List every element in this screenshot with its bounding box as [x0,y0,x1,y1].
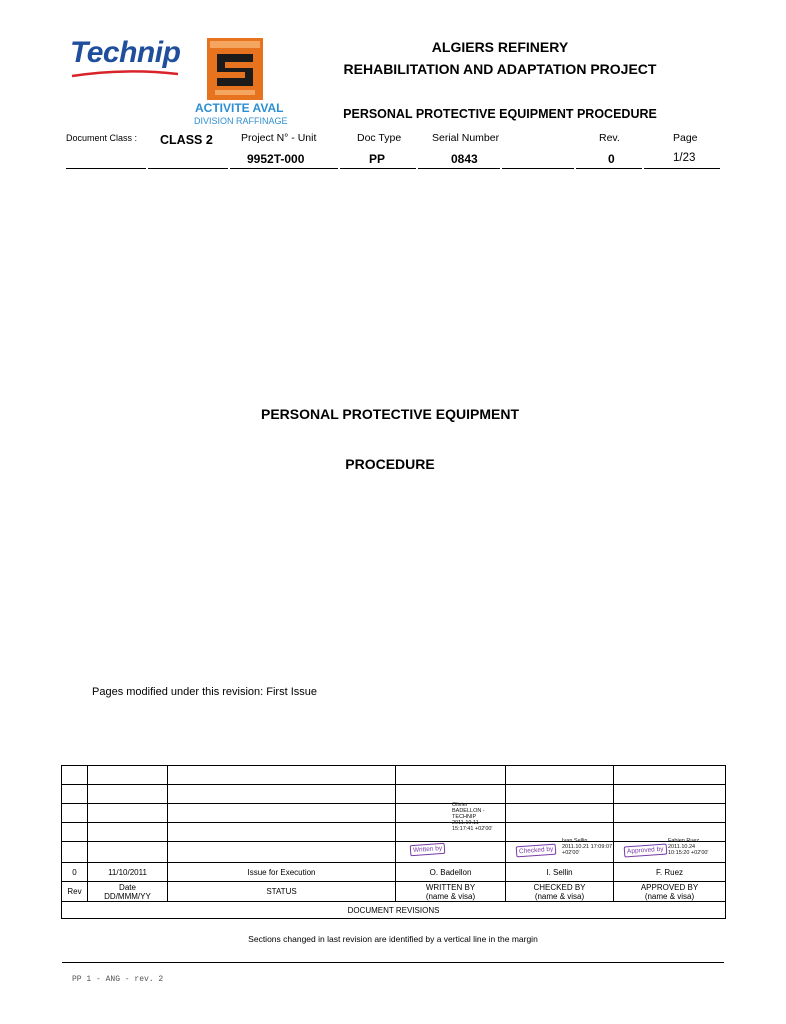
project-label: Project N° - Unit [241,132,317,144]
status-cell: Issue for Execution [168,863,396,882]
approved-signature-cell [614,838,726,863]
header-rule [502,168,574,169]
header-rule [576,168,642,169]
doctype-label: Doc Type [357,132,402,144]
approved-signature-text: Fabien Ruez 2011.10.24 10:15:20 +02'00' [668,838,709,856]
revision-footer-row [62,902,726,919]
header-title-1: ALGIERS REFINERY [431,39,569,55]
pages-modified-text: Pages modified under this revision: First Issue [92,686,317,698]
doctype-value: PP [369,152,386,166]
checked-signature-text: Ivan Sellin 2011.10.21 17:09:07 +02'00' [562,838,613,856]
checked-header: CHECKED BY (name & visa) [506,882,614,902]
approved-stamp: Approved by [624,844,667,858]
page-value: 1/23 [673,152,696,164]
document-title-line-1: PERSONAL PROTECTIVE EQUIPMENT [261,406,519,422]
date-header: Date DD/MMM/YY [88,882,168,902]
checked-cell: I. Sellin [506,863,614,882]
rev-label: Rev. [599,132,620,144]
approved-cell: F. Ruez [614,863,726,882]
empty-revision-row [62,823,726,842]
header-rule [230,168,338,169]
signature-row [62,842,726,863]
rev-header: Rev [62,882,88,902]
rev-cell: 0 [62,863,88,882]
written-header: WRITTEN BY (name & visa) [396,882,506,902]
approved-header: APPROVED BY (name & visa) [614,882,726,902]
technip-swoosh-icon [70,70,180,78]
header-rule [148,168,228,169]
activite-aval-label: ACTIVITE AVAL [195,101,284,115]
doc-class-label: Document Class : [66,133,138,143]
revision-row [62,863,726,882]
project-value: 9952T-000 [247,152,305,166]
header-rule [644,168,720,169]
date-cell: 11/10/2011 [88,863,168,882]
serial-label: Serial Number [432,132,500,144]
written-signature-cell [396,802,506,863]
empty-revision-row [62,804,726,823]
empty-revision-row [62,766,726,785]
header-rule [66,168,146,169]
document-revisions-label: DOCUMENT REVISIONS [62,902,726,919]
page-label: Page [673,132,698,144]
division-raffinage-label: DIVISION RAFFINAGE [194,116,288,126]
status-header: STATUS [168,882,396,902]
written-cell: O. Badellon [396,863,506,882]
empty-revision-row [62,785,726,804]
written-stamp: Written by [410,843,446,856]
doc-class-value: CLASS 2 [160,133,213,147]
revision-note: Sections changed in last revision are identified by a vertical line in the margin [248,934,538,944]
document-title-line-2: PROCEDURE [345,456,435,472]
header-title-2: REHABILITATION AND ADAPTATION PROJECT [343,61,657,77]
technip-logo: Technip [70,36,181,69]
checked-signature-cell [506,838,614,863]
sonatrach-seal-icon [207,38,263,100]
written-signature-text: Olivier BADELLON - TECHNIP 2011.10.11 15:17:41 +02'00' [452,802,493,832]
header-rule [418,168,500,169]
footer-rule [62,962,724,963]
page-footer: PP 1 - ANG - rev. 2 [72,975,164,984]
procedure-title: PERSONAL PROTECTIVE EQUIPMENT PROCEDURE [343,107,657,121]
revision-header-row [62,882,726,902]
serial-value: 0843 [451,152,478,166]
revision-table [61,765,726,919]
checked-stamp: Checked by [516,844,557,858]
rev-value: 0 [608,152,615,166]
header-rule [340,168,416,169]
